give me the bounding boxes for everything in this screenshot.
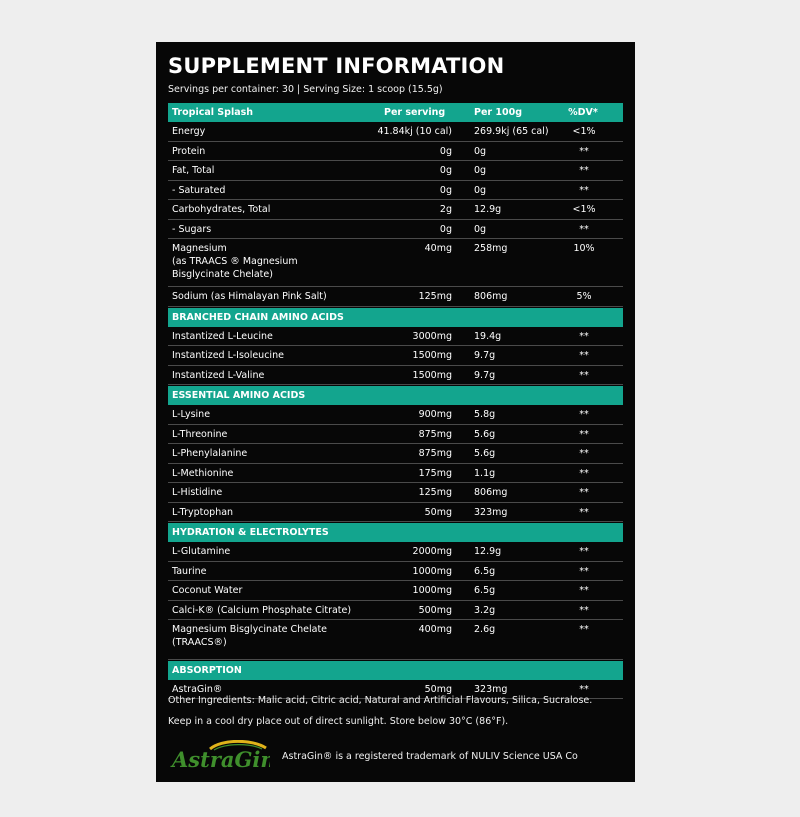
per-100g: 5.8g bbox=[474, 409, 496, 420]
table-row bbox=[168, 542, 623, 562]
nutrient-name: Protein bbox=[172, 145, 206, 157]
nutrient-name: L-Lysine bbox=[172, 409, 211, 420]
per-serving: 125mg bbox=[418, 291, 452, 302]
table-row-mg-chelate bbox=[168, 620, 623, 660]
per-100g: 0g bbox=[474, 145, 487, 157]
daily-value: ** bbox=[579, 604, 589, 616]
table-row bbox=[168, 142, 623, 162]
table-row bbox=[168, 425, 623, 445]
table-header bbox=[168, 103, 623, 122]
section-title: ABSORPTION bbox=[172, 664, 242, 676]
per-100g: 5.6g bbox=[474, 448, 496, 459]
per-100g: 806mg bbox=[474, 291, 508, 302]
daily-value: 5% bbox=[576, 291, 592, 302]
daily-value: ** bbox=[579, 585, 589, 596]
nutrient-name: Tropical Splash bbox=[172, 107, 254, 118]
nutrition-table bbox=[168, 103, 623, 699]
table-row bbox=[168, 581, 623, 601]
storage-instructions: Keep in a cool dry place out of direct sunlight. Store below 30°C (86°F). bbox=[168, 716, 509, 727]
nutrient-name: Instantized L-Isoleucine bbox=[172, 350, 284, 361]
nutrient-name: L-Phenylalanine bbox=[172, 448, 248, 459]
section-hydration bbox=[168, 523, 623, 542]
daily-value: ** bbox=[579, 165, 589, 176]
nutrient-name: Energy bbox=[172, 126, 206, 137]
svg-text:AstraGin: AstraGin bbox=[172, 747, 270, 772]
daily-value: ** bbox=[579, 350, 589, 361]
per-serving: 400mg bbox=[418, 624, 452, 635]
section-eaa bbox=[168, 386, 623, 405]
per-100g: 12.9g bbox=[474, 204, 502, 215]
per-100g: Per 100g bbox=[474, 107, 523, 118]
daily-value: ** bbox=[579, 565, 589, 577]
daily-value: <1% bbox=[572, 204, 596, 215]
nutrient-name: L-Tryptophan bbox=[172, 506, 234, 518]
daily-value: ** bbox=[579, 546, 589, 557]
notes bbox=[168, 690, 592, 732]
nutrient-name: Carbohydrates, Total bbox=[172, 204, 271, 215]
nutrient-name: Sodium (as Himalayan Pink Salt) bbox=[172, 291, 327, 302]
daily-value: %DV* bbox=[568, 107, 598, 118]
daily-value: ** bbox=[579, 369, 589, 381]
per-serving: 900mg bbox=[418, 409, 452, 420]
table-row bbox=[168, 444, 623, 464]
per-100g: 0g bbox=[474, 223, 487, 235]
table-row bbox=[168, 122, 623, 142]
per-100g: 2.6g bbox=[474, 624, 496, 635]
per-100g: 1.1g bbox=[474, 467, 496, 479]
table-row bbox=[168, 562, 623, 582]
nutrient-name: Taurine bbox=[172, 565, 207, 577]
per-100g: 323mg bbox=[474, 506, 508, 518]
per-serving: 500mg bbox=[418, 604, 452, 616]
table-row bbox=[168, 366, 623, 386]
daily-value: ** bbox=[579, 428, 589, 440]
nutrient-name: L-Glutamine bbox=[172, 546, 231, 557]
nutrient-name: L-Histidine bbox=[172, 487, 223, 498]
panel-title: SUPPLEMENT INFORMATION bbox=[168, 54, 505, 78]
daily-value: ** bbox=[579, 223, 589, 235]
daily-value: ** bbox=[579, 330, 589, 342]
per-100g: 5.6g bbox=[474, 428, 496, 440]
per-serving: 1000mg bbox=[412, 565, 452, 577]
section-title: HYDRATION & ELECTROLYTES bbox=[172, 527, 329, 538]
table-row bbox=[168, 181, 623, 201]
daily-value: ** bbox=[579, 448, 589, 459]
per-serving: 0g bbox=[439, 145, 452, 157]
per-100g: 9.7g bbox=[474, 369, 496, 381]
table-row bbox=[168, 200, 623, 220]
per-100g: 0g bbox=[474, 165, 487, 176]
nutrient-name: Instantized L-Leucine bbox=[172, 330, 273, 342]
per-100g: 269.9kj (65 cal) bbox=[474, 126, 549, 137]
per-100g: 258mg bbox=[474, 243, 508, 254]
serving-info: Servings per container: 30 | Serving Size: 1 scoop (15.5g) bbox=[168, 84, 443, 95]
table-row bbox=[168, 503, 623, 523]
nutrient-name: Magnesium (as TRAACS ® Magnesium Bisglycinate Chelate) bbox=[172, 243, 298, 280]
per-100g: 12.9g bbox=[474, 546, 502, 557]
other-ingredients: Other Ingredients: Malic acid, Citric acid, Natural and Artificial Flavours, Silica, Sucralose. bbox=[168, 695, 593, 706]
per-serving: 1500mg bbox=[412, 369, 452, 381]
per-serving: 2g bbox=[439, 204, 452, 215]
section-bcaa bbox=[168, 308, 623, 327]
table-row bbox=[168, 601, 623, 621]
table-row-sodium bbox=[168, 287, 623, 307]
per-serving: 50mg bbox=[424, 683, 452, 695]
daily-value: ** bbox=[579, 683, 589, 695]
table-row bbox=[168, 405, 623, 425]
per-serving: 0g bbox=[439, 165, 452, 176]
nutrient-name: Coconut Water bbox=[172, 585, 243, 596]
table-row bbox=[168, 346, 623, 366]
supplement-panel bbox=[156, 42, 635, 782]
daily-value: ** bbox=[579, 506, 589, 518]
per-serving: 175mg bbox=[418, 467, 452, 479]
per-100g: 19.4g bbox=[474, 330, 502, 342]
per-serving: 1000mg bbox=[412, 585, 452, 596]
per-100g: 9.7g bbox=[474, 350, 496, 361]
per-100g: 0g bbox=[474, 184, 487, 196]
nutrient-name: Instantized L-Valine bbox=[172, 369, 265, 381]
daily-value: <1% bbox=[572, 126, 596, 137]
nutrient-name: AstraGin® bbox=[172, 683, 223, 695]
table-row-magnesium bbox=[168, 239, 623, 287]
per-serving: 0g bbox=[439, 223, 452, 235]
nutrient-name: Fat, Total bbox=[172, 165, 215, 176]
daily-value: 10% bbox=[573, 243, 595, 254]
per-100g: 323mg bbox=[474, 683, 508, 695]
table-row bbox=[168, 161, 623, 181]
nutrient-name: Calci-K® (Calcium Phosphate Citrate) bbox=[172, 604, 352, 616]
daily-value: ** bbox=[579, 145, 589, 157]
per-100g: 806mg bbox=[474, 487, 508, 498]
per-serving: 50mg bbox=[424, 506, 452, 518]
daily-value: ** bbox=[579, 184, 589, 196]
per-serving: 875mg bbox=[418, 428, 452, 440]
table-row bbox=[168, 464, 623, 484]
per-100g: 6.5g bbox=[474, 565, 496, 577]
section-title: ESSENTIAL AMINO ACIDS bbox=[172, 390, 306, 401]
astragin-logo bbox=[170, 740, 270, 770]
table-row bbox=[168, 483, 623, 503]
daily-value: ** bbox=[579, 487, 589, 498]
per-serving: 3000mg bbox=[412, 330, 452, 342]
per-serving: 125mg bbox=[418, 487, 452, 498]
trademark-note: AstraGin® is a registered trademark of NULIV Science USA Co bbox=[282, 751, 578, 762]
table-row bbox=[168, 220, 623, 240]
per-100g: 6.5g bbox=[474, 585, 496, 596]
nutrient-name: - Saturated bbox=[172, 184, 226, 196]
per-100g: 3.2g bbox=[474, 604, 496, 616]
table-row bbox=[168, 327, 623, 347]
daily-value: ** bbox=[579, 467, 589, 479]
section-title: BRANCHED CHAIN AMINO ACIDS bbox=[172, 311, 344, 323]
nutrient-name: L-Threonine bbox=[172, 428, 228, 440]
nutrient-name: Magnesium Bisglycinate Chelate (TRAACS®) bbox=[172, 624, 328, 648]
section-absorption bbox=[168, 661, 623, 680]
per-serving: 41.84kj (10 cal) bbox=[377, 126, 452, 137]
per-serving: 40mg bbox=[424, 243, 452, 254]
per-serving: Per serving bbox=[384, 107, 446, 118]
per-serving: 2000mg bbox=[412, 546, 452, 557]
daily-value: ** bbox=[579, 409, 589, 420]
per-serving: 0g bbox=[439, 184, 452, 196]
nutrient-name: L-Methionine bbox=[172, 467, 234, 479]
nutrient-name: - Sugars bbox=[172, 223, 212, 235]
per-serving: 875mg bbox=[418, 448, 452, 459]
daily-value: ** bbox=[579, 624, 589, 635]
per-serving: 1500mg bbox=[412, 350, 452, 361]
